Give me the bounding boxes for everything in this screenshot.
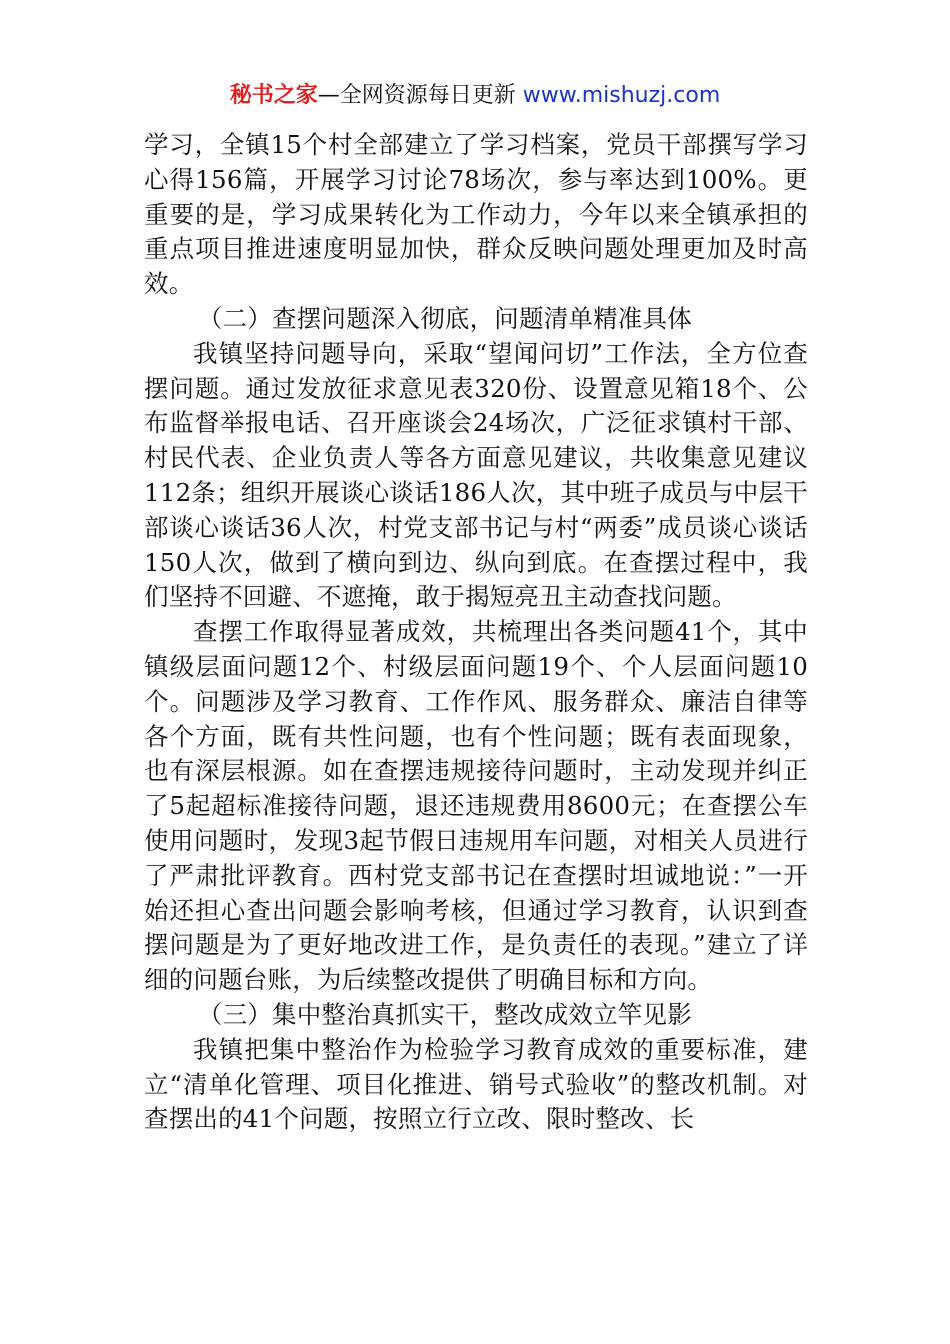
header-tagline: —全网资源每日更新 bbox=[317, 83, 516, 108]
site-url-link[interactable]: www.mishuzj.com bbox=[522, 83, 721, 108]
paragraph-continuation: 学习，全镇15个村全部建立了学习档案，党员干部撰写学习心得156篇，开展学习讨论78场次，参与率达到100%。更重要的是，学习成果转化为工作动力，今年以来全镇承担的重点项目推进速度明显加快，群众反映问题处理更加及时高效。 bbox=[144, 130, 808, 299]
paragraph-body: 查摆工作取得显著成效，共梳理出各类问题41个，其中镇级层面问题12个、村级层面问题19个、个人层面问题10个。问题涉及学习教育、工作作风、服务群众、廉洁自律等各个方面，既有共性问题，也有个性问题；既有表面现象，也有深层根源。如在查摆违规接待问题时，主动发现并纠正了5起超标准接待问题，退还违规费用8600元；在查摆公车使用问题时，发现3起节假日违规用车问题，对相关人员进行了严肃批评教育。西村党支部书记在查摆时坦诚地说：”一开始还担心查出问题会影响考核，但通过学习教育，认识到查摆问题是为了更好地改进工作，是负责任的表现。”建立了详细的问题台账，为后续整改提供了明确目标和方向。 bbox=[144, 617, 808, 995]
section-heading-2: （二）查摆问题深入彻底，问题清单精准具体 bbox=[197, 303, 692, 333]
site-header bbox=[0, 80, 950, 112]
paragraph-body: 我镇把集中整治作为检验学习教育成效的重要标准，建立“清单化管理、项目化推进、销号式验收”的整改机制。对查摆出的41个问题，按照立行立改、限时整改、长 bbox=[144, 1034, 808, 1134]
brand-name: 秘书之家 bbox=[229, 83, 318, 108]
paragraph-body: 我镇坚持问题导向，采取“望闻问切”工作法，全方位查摆问题。通过发放征求意见表320份、设置意见箱18个、公布监督举报电话、召开座谈会24场次，广泛征求镇村干部、村民代表、企业负责人等各方面意见建议，共收集意见建议112条；组织开展谈心谈话186人次，其中班子成员与中层干部谈心谈话36人次，村党支部书记与村“两委”成员谈心谈话150人次，做到了横向到边、纵向到底。在查摆过程中，我们坚持不回避、不遮掩，敢于揭短亮丑主动查找问题。 bbox=[144, 338, 808, 612]
section-heading-3: （三）集中整治真抓实干，整改成效立竿见影 bbox=[197, 999, 692, 1029]
document-body bbox=[144, 128, 808, 1137]
